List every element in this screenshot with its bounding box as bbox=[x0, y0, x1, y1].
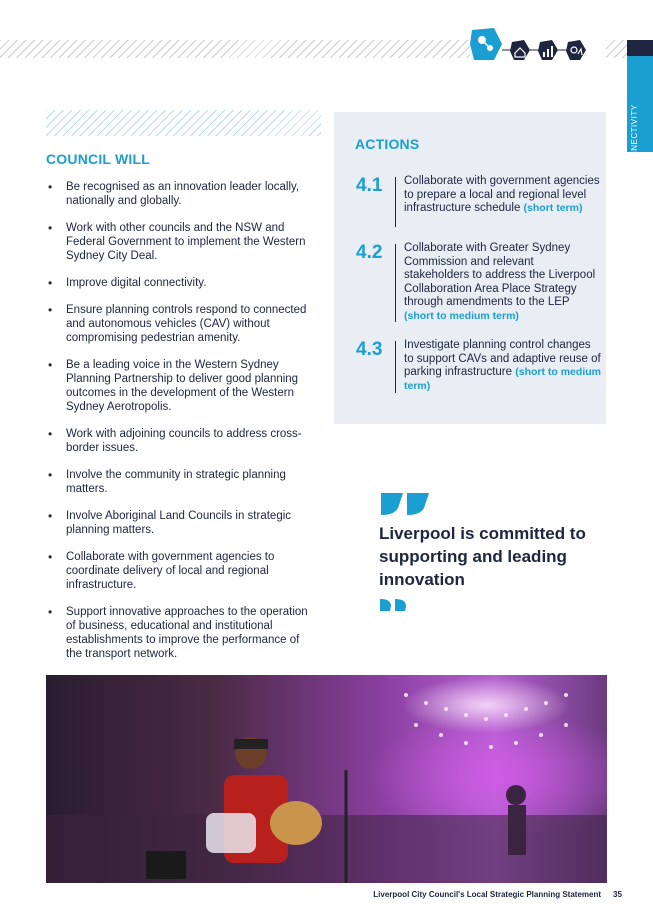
list-item: • Collaborate with government agencies to coordinate delivery of local and regional infrastructure. bbox=[46, 550, 316, 592]
theme-icons bbox=[470, 26, 610, 62]
action-number: 4.3 bbox=[356, 339, 383, 360]
action-description: Collaborate with Greater Sydney Commission and relevant stakeholders to address the Liverpool Collaboration Area Place Strategy through amendments to the LEP bbox=[404, 242, 596, 309]
side-tab-marker bbox=[627, 40, 653, 56]
quote-close-icon bbox=[379, 598, 409, 612]
list-item: • Ensure planning controls respond to connected and autonomous vehicles (CAV) without compromising pedestrian amenity. bbox=[46, 303, 316, 345]
list-item: • Be recognised as an innovation leader locally, nationally and globally. bbox=[46, 180, 316, 208]
liveability-icon bbox=[510, 40, 530, 60]
quote-open-icon bbox=[379, 491, 433, 517]
top-hatch-decoration bbox=[0, 40, 470, 58]
connectivity-icon bbox=[470, 28, 502, 60]
actions-heading: ACTIONS bbox=[355, 136, 420, 152]
section-hatch-decoration bbox=[46, 110, 321, 136]
pull-quote: Liverpool is committed to supporting and leading innovation bbox=[379, 524, 586, 589]
list-item: • Work with other councils and the NSW and Federal Government to implement the Western Sydney City Deal. bbox=[46, 221, 316, 263]
council-will-heading: COUNCIL WILL bbox=[46, 151, 151, 167]
action-text bbox=[404, 339, 602, 393]
action-term: (short term) bbox=[523, 202, 583, 215]
event-photo-illustration bbox=[46, 675, 607, 883]
event-photo bbox=[46, 675, 607, 883]
council-will-list bbox=[46, 180, 316, 674]
action-number: 4.1 bbox=[356, 175, 383, 196]
list-item: • Improve digital connectivity. bbox=[46, 276, 316, 290]
action-description: Collaborate with government agencies to prepare a local and regional level infrastructure schedule bbox=[404, 175, 600, 215]
list-item: • Involve Aboriginal Land Councils in strategic planning matters. bbox=[46, 509, 316, 537]
action-text bbox=[404, 242, 602, 324]
section-side-tab bbox=[627, 40, 653, 170]
action-number: 4.2 bbox=[356, 242, 383, 263]
list-item: • Be a leading voice in the Western Sydney Planning Partnership to deliver good planning outcomes in the development of the Western Sydney Aerotropolis. bbox=[46, 358, 316, 414]
action-description: Investigate planning control changes to support CAVs and adaptive reuse of parking infrastructure bbox=[404, 339, 601, 379]
side-tab-label: CONNECTIVITY bbox=[630, 104, 639, 170]
action-text bbox=[404, 175, 602, 216]
page-number: 35 bbox=[613, 890, 622, 899]
sustainability-icon bbox=[566, 40, 586, 60]
action-term: (short to medium term) bbox=[404, 309, 519, 322]
action-divider bbox=[395, 177, 396, 227]
action-term: (short to medium term) bbox=[404, 366, 601, 392]
productivity-icon bbox=[538, 40, 558, 60]
list-item: • Involve the community in strategic planning matters. bbox=[46, 468, 316, 496]
action-divider bbox=[395, 244, 396, 322]
list-item: • Support innovative approaches to the operation of business, educational and institutional establishments to improve the performance of the transport network. bbox=[46, 605, 316, 661]
footer-title: Liverpool City Council's Local Strategic Planning Statement bbox=[373, 890, 601, 899]
list-item: • Work with adjoining councils to address cross-border issues. bbox=[46, 427, 316, 455]
action-divider bbox=[395, 341, 396, 393]
